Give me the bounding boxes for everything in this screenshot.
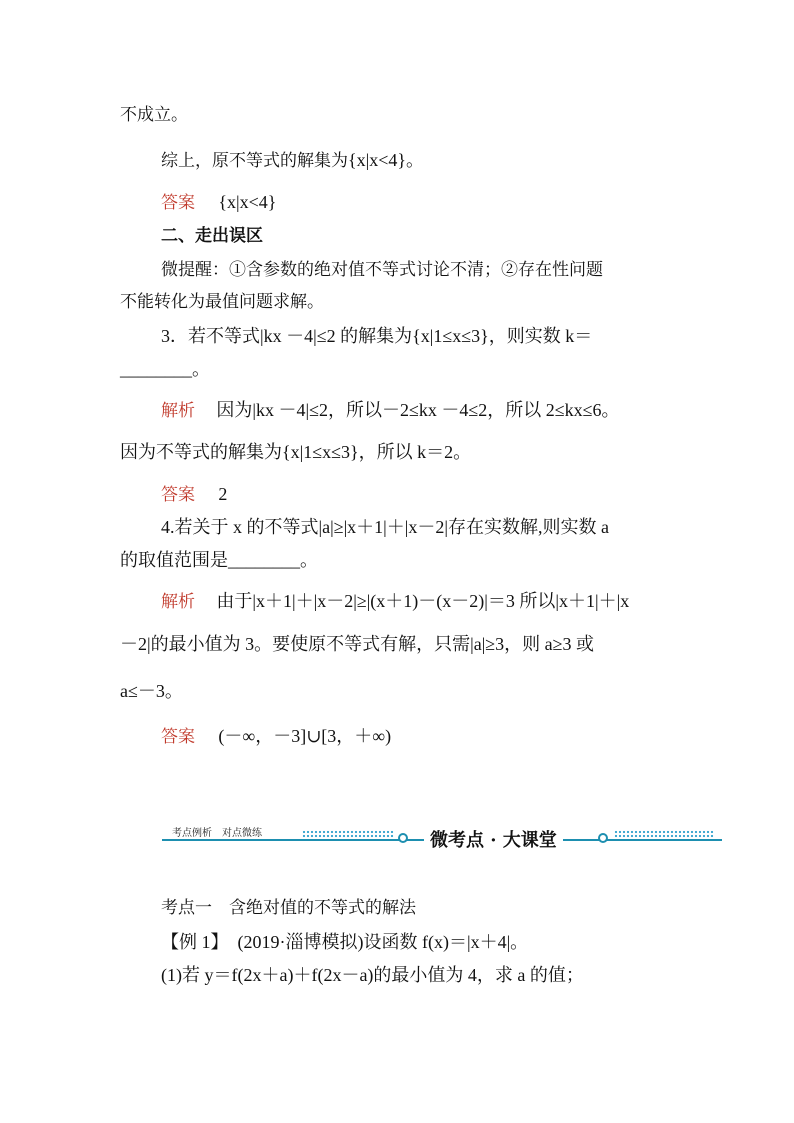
solution-line: 因为不等式的解集为{x|1≤x≤3}，所以 k＝2。 [120, 442, 472, 462]
solution-line [161, 589, 629, 614]
problem-4-cont: 的取值范围是________。 [120, 550, 318, 570]
problem-3: 3．若不等式|kx －4|≤2 的解集为{x|1≤x≤3}，则实数 k＝ [161, 326, 593, 346]
banner-title: 微考点 · 大课堂 [424, 826, 563, 852]
banner-ring-right-icon [598, 833, 608, 843]
problem-4: 4.若关于 x 的不等式|a|≥|x＋1|＋|x－2|存在实数解,则实数 a [161, 517, 609, 537]
solution-label: 解析 [161, 592, 195, 612]
text-line: 微提醒：①含参数的绝对值不等式讨论不清；②存在性问题 [161, 260, 603, 280]
banner-ring-left-icon [398, 833, 408, 843]
section-banner [162, 824, 722, 858]
example-question-1: (1)若 y＝f(2x＋a)＋f(2x－a)的最小值为 4，求 a 的值； [161, 965, 584, 985]
answer-line [161, 482, 227, 507]
text-line: 不能转化为最值问题求解。 [120, 292, 324, 312]
answer-value: (－∞，－3]∪[3，＋∞) [218, 726, 392, 746]
answer-value: 2 [218, 484, 228, 504]
topic-heading: 考点一 含绝对值的不等式的解法 [161, 898, 416, 918]
answer-line [161, 190, 276, 215]
solution-line: －2|的最小值为 3。要使原不等式有解，只需|a|≥3，则 a≥3 或 [120, 634, 595, 654]
text-line: 不成立。 [120, 105, 188, 125]
solution-text: 因为|kx －4|≤2，所以－2≤kx －4≤2，所以 2≤kx≤6。 [216, 400, 620, 420]
banner-dots-right [614, 830, 714, 838]
solution-text: 由于|x＋1|＋|x－2|≥|(x＋1)－(x－2)|＝3 所以|x＋1|＋|x [216, 591, 630, 611]
math-expression: {x|x<4}。 [348, 150, 425, 170]
answer-label: 答案 [161, 727, 195, 747]
answer-label: 答案 [161, 193, 195, 213]
banner-dots-left [302, 830, 394, 838]
banner-subtitle: 考点例析 对点微练 [172, 824, 266, 839]
example-heading: 【例 1】 (2019·淄博模拟)设函数 f(x)＝|x＋4|。 [161, 932, 529, 952]
solution-line [161, 398, 620, 423]
answer-label: 答案 [161, 485, 195, 505]
solution-line: a≤－3。 [120, 681, 183, 701]
line-text: 综上，原不等式的解集为 [161, 151, 348, 171]
answer-blank: ________。 [120, 359, 210, 379]
answer-line [161, 724, 391, 749]
answer-value: {x|x<4} [218, 192, 277, 212]
section-heading: 二、走出误区 [161, 226, 263, 246]
solution-label: 解析 [161, 401, 195, 421]
text-line [161, 148, 424, 173]
